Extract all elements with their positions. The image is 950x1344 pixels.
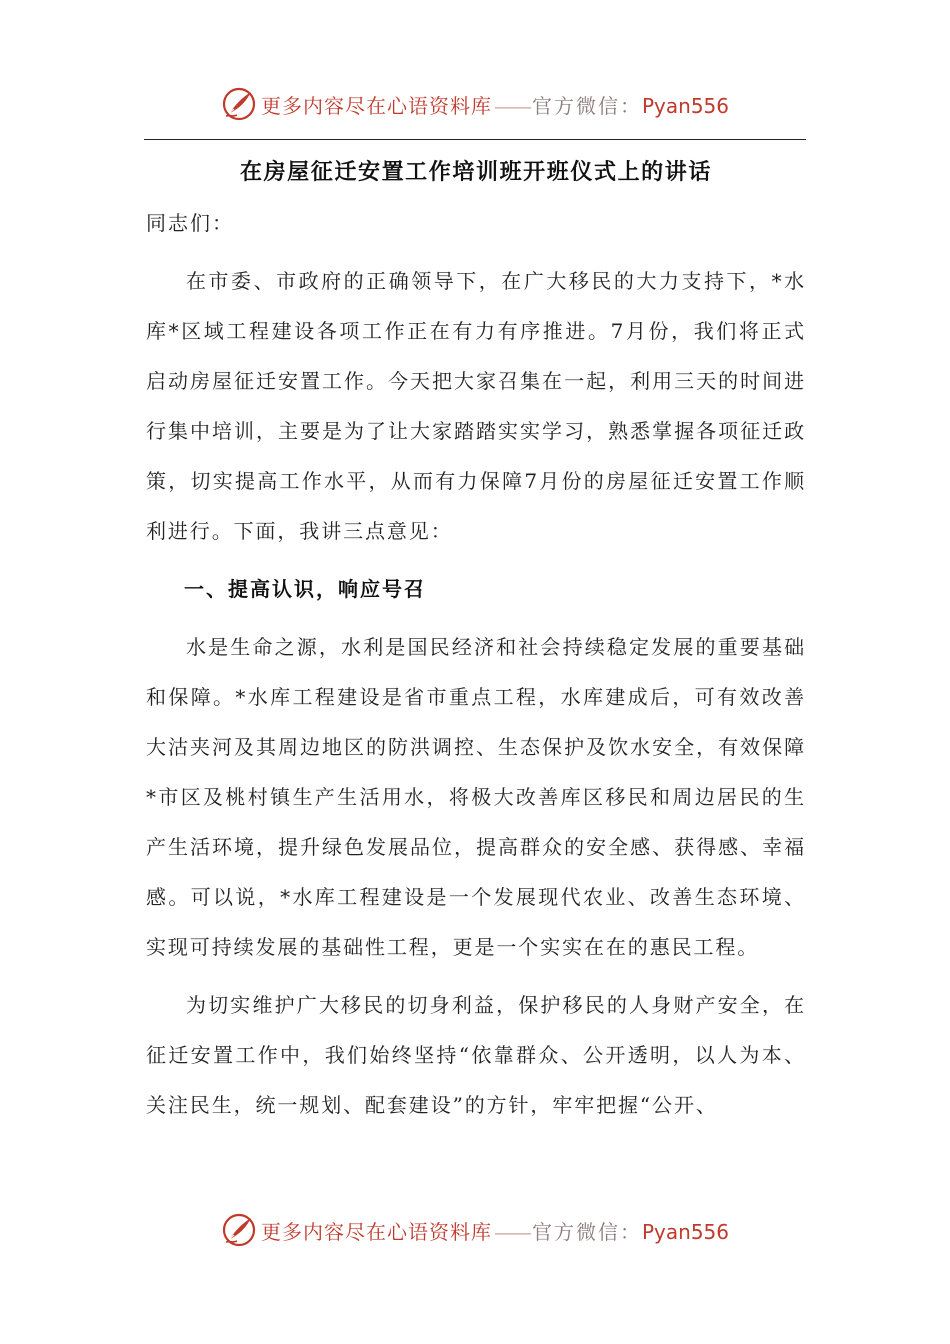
footer-banner-text <box>261 1216 729 1245</box>
quill-logo-icon <box>221 86 257 122</box>
header-banner-dash: —— <box>493 93 530 118</box>
footer-banner-dash: —— <box>493 1219 530 1244</box>
salutation: 同志们： <box>146 211 234 235</box>
header-divider <box>144 139 806 140</box>
header-wechat-id: Pyan556 <box>641 93 729 118</box>
footer-banner-slogan: 更多内容尽在心语资料库 <box>260 1219 492 1244</box>
footer-wechat-id: Pyan556 <box>641 1219 729 1244</box>
header-banner-text <box>261 90 729 119</box>
section1-paragraph-1: 水是生命之源，水利是国民经济和社会持续稳定发展的重要基础和保障。*水库工程建设是省市重点工程，水库建成后，可有效改善大沽夹河及其周边地区的防洪调控、生态保护及饮水安全，有效保障*市区及桃村镇生产生活用水，将极大改善库区移民和周边居民的生产生活环境，提升绿色发展品位，提高群众的安全感、获得感、幸福感。可以说，*水库工程建设是一个发展现代农业、改善生态环境、实现可持续发展的基础性工程，更是一个实实在在的惠民工程。 <box>146 635 806 959</box>
header-wechat-label: 官方微信： <box>531 93 642 118</box>
section1-paragraph-2: 为切实维护广大移民的切身利益，保护移民的人身财产安全，在征迁安置工作中，我们始终坚持“依靠群众、公开透明，以人为本、关注民生，统一规划、配套建设”的方针，牢牢把握“公开、 <box>146 993 806 1117</box>
intro-paragraph: 在市委、市政府的正确领导下，在广大移民的大力支持下，*水库*区域工程建设各项工作正在有力有序推进。7月份，我们将正式启动房屋征迁安置工作。今天把大家召集在一起，利用三天的时间进行集中培训，主要是为了让大家踏踏实实学习，熟悉掌握各项征迁政策，切实提高工作水平，从而有力保障7月份的房屋征迁安置工作顺利进行。下面，我讲三点意见： <box>146 269 806 543</box>
quill-logo-icon <box>221 1212 257 1248</box>
footer-wechat-label: 官方微信： <box>531 1219 642 1244</box>
section-heading-1: 一、提高认识，响应号召 <box>184 577 426 601</box>
footer-banner <box>0 1210 950 1250</box>
document-body <box>146 150 806 1130</box>
header-banner <box>0 84 950 124</box>
header-banner-slogan: 更多内容尽在心语资料库 <box>260 93 492 118</box>
document-title: 在房屋征迁安置工作培训班开班仪式上的讲话 <box>239 159 712 185</box>
